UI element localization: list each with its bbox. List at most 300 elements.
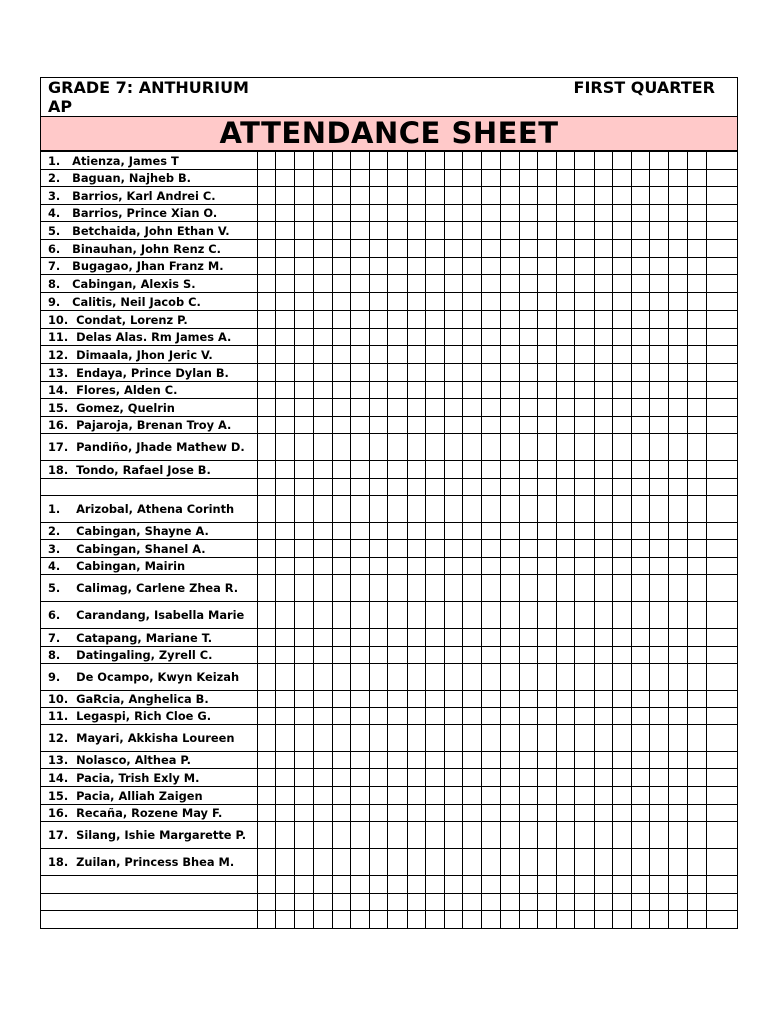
attendance-cell[interactable] xyxy=(650,275,669,293)
attendance-cell[interactable] xyxy=(425,540,444,558)
attendance-cell[interactable] xyxy=(350,894,369,911)
attendance-cell[interactable] xyxy=(482,769,500,787)
attendance-cell[interactable] xyxy=(445,417,463,434)
attendance-cell[interactable] xyxy=(557,152,575,170)
attendance-cell[interactable] xyxy=(538,382,557,399)
attendance-cell[interactable] xyxy=(669,691,687,708)
attendance-cell[interactable] xyxy=(669,382,687,399)
attendance-cell[interactable] xyxy=(706,275,737,293)
attendance-cell[interactable] xyxy=(650,496,669,523)
attendance-cell[interactable] xyxy=(350,558,369,575)
attendance-cell[interactable] xyxy=(482,382,500,399)
attendance-cell[interactable] xyxy=(482,664,500,691)
attendance-cell[interactable] xyxy=(463,629,482,647)
attendance-cell[interactable] xyxy=(295,708,313,725)
attendance-cell[interactable] xyxy=(388,311,407,329)
attendance-cell[interactable] xyxy=(463,805,482,822)
attendance-cell[interactable] xyxy=(519,346,537,364)
attendance-cell[interactable] xyxy=(463,708,482,725)
attendance-cell[interactable] xyxy=(687,523,706,540)
attendance-cell[interactable] xyxy=(538,540,557,558)
attendance-cell[interactable] xyxy=(632,275,650,293)
attendance-cell[interactable] xyxy=(482,575,500,602)
attendance-cell[interactable] xyxy=(332,364,350,382)
attendance-cell[interactable] xyxy=(669,399,687,417)
attendance-cell[interactable] xyxy=(706,479,737,496)
attendance-cell[interactable] xyxy=(313,205,332,222)
attendance-cell[interactable] xyxy=(612,311,631,329)
attendance-cell[interactable] xyxy=(557,222,575,240)
attendance-cell[interactable] xyxy=(500,540,519,558)
attendance-cell[interactable] xyxy=(594,399,612,417)
attendance-cell[interactable] xyxy=(276,805,295,822)
attendance-cell[interactable] xyxy=(575,602,594,629)
attendance-cell[interactable] xyxy=(350,205,369,222)
attendance-cell[interactable] xyxy=(650,849,669,876)
attendance-cell[interactable] xyxy=(575,496,594,523)
attendance-cell[interactable] xyxy=(313,240,332,258)
attendance-cell[interactable] xyxy=(538,805,557,822)
attendance-cell[interactable] xyxy=(313,629,332,647)
attendance-cell[interactable] xyxy=(538,258,557,275)
attendance-cell[interactable] xyxy=(463,496,482,523)
attendance-cell[interactable] xyxy=(370,329,388,346)
attendance-cell[interactable] xyxy=(463,602,482,629)
attendance-cell[interactable] xyxy=(632,417,650,434)
attendance-cell[interactable] xyxy=(557,479,575,496)
attendance-cell[interactable] xyxy=(594,911,612,929)
attendance-cell[interactable] xyxy=(594,725,612,752)
attendance-cell[interactable] xyxy=(482,691,500,708)
attendance-cell[interactable] xyxy=(445,647,463,664)
attendance-cell[interactable] xyxy=(332,575,350,602)
attendance-cell[interactable] xyxy=(482,461,500,479)
attendance-cell[interactable] xyxy=(538,311,557,329)
attendance-cell[interactable] xyxy=(370,399,388,417)
attendance-cell[interactable] xyxy=(258,725,276,752)
attendance-cell[interactable] xyxy=(557,346,575,364)
attendance-cell[interactable] xyxy=(687,769,706,787)
attendance-cell[interactable] xyxy=(687,311,706,329)
attendance-cell[interactable] xyxy=(407,293,425,311)
attendance-cell[interactable] xyxy=(370,708,388,725)
attendance-cell[interactable] xyxy=(388,417,407,434)
attendance-cell[interactable] xyxy=(295,523,313,540)
attendance-cell[interactable] xyxy=(687,540,706,558)
attendance-cell[interactable] xyxy=(687,876,706,894)
attendance-cell[interactable] xyxy=(669,240,687,258)
attendance-cell[interactable] xyxy=(388,575,407,602)
attendance-cell[interactable] xyxy=(463,417,482,434)
attendance-cell[interactable] xyxy=(425,911,444,929)
attendance-cell[interactable] xyxy=(332,461,350,479)
attendance-cell[interactable] xyxy=(538,769,557,787)
attendance-cell[interactable] xyxy=(350,691,369,708)
attendance-cell[interactable] xyxy=(557,725,575,752)
attendance-cell[interactable] xyxy=(258,911,276,929)
attendance-cell[interactable] xyxy=(669,805,687,822)
attendance-cell[interactable] xyxy=(276,540,295,558)
attendance-cell[interactable] xyxy=(687,787,706,805)
attendance-cell[interactable] xyxy=(612,240,631,258)
attendance-cell[interactable] xyxy=(425,258,444,275)
attendance-cell[interactable] xyxy=(388,752,407,769)
attendance-cell[interactable] xyxy=(538,523,557,540)
attendance-cell[interactable] xyxy=(313,417,332,434)
attendance-cell[interactable] xyxy=(575,575,594,602)
attendance-cell[interactable] xyxy=(445,540,463,558)
attendance-cell[interactable] xyxy=(612,647,631,664)
attendance-cell[interactable] xyxy=(407,382,425,399)
attendance-cell[interactable] xyxy=(332,205,350,222)
attendance-cell[interactable] xyxy=(706,708,737,725)
attendance-cell[interactable] xyxy=(594,346,612,364)
attendance-cell[interactable] xyxy=(594,575,612,602)
attendance-cell[interactable] xyxy=(407,769,425,787)
attendance-cell[interactable] xyxy=(538,293,557,311)
attendance-cell[interactable] xyxy=(706,664,737,691)
attendance-cell[interactable] xyxy=(706,523,737,540)
attendance-cell[interactable] xyxy=(594,849,612,876)
attendance-cell[interactable] xyxy=(612,434,631,461)
attendance-cell[interactable] xyxy=(313,187,332,205)
attendance-cell[interactable] xyxy=(519,752,537,769)
attendance-cell[interactable] xyxy=(519,629,537,647)
attendance-cell[interactable] xyxy=(612,708,631,725)
attendance-cell[interactable] xyxy=(669,434,687,461)
attendance-cell[interactable] xyxy=(463,752,482,769)
attendance-cell[interactable] xyxy=(407,629,425,647)
attendance-cell[interactable] xyxy=(332,222,350,240)
attendance-cell[interactable] xyxy=(575,222,594,240)
attendance-cell[interactable] xyxy=(350,152,369,170)
attendance-cell[interactable] xyxy=(350,849,369,876)
attendance-cell[interactable] xyxy=(463,187,482,205)
attendance-cell[interactable] xyxy=(407,602,425,629)
attendance-cell[interactable] xyxy=(332,382,350,399)
attendance-cell[interactable] xyxy=(332,822,350,849)
attendance-cell[interactable] xyxy=(313,364,332,382)
attendance-cell[interactable] xyxy=(519,187,537,205)
attendance-cell[interactable] xyxy=(557,382,575,399)
attendance-cell[interactable] xyxy=(407,787,425,805)
attendance-cell[interactable] xyxy=(407,725,425,752)
attendance-cell[interactable] xyxy=(538,496,557,523)
attendance-cell[interactable] xyxy=(687,187,706,205)
attendance-cell[interactable] xyxy=(575,911,594,929)
attendance-cell[interactable] xyxy=(519,399,537,417)
attendance-cell[interactable] xyxy=(538,364,557,382)
attendance-cell[interactable] xyxy=(632,805,650,822)
attendance-cell[interactable] xyxy=(258,629,276,647)
attendance-cell[interactable] xyxy=(463,575,482,602)
attendance-cell[interactable] xyxy=(258,822,276,849)
attendance-cell[interactable] xyxy=(295,725,313,752)
attendance-cell[interactable] xyxy=(594,629,612,647)
attendance-cell[interactable] xyxy=(594,187,612,205)
attendance-cell[interactable] xyxy=(482,647,500,664)
attendance-cell[interactable] xyxy=(500,911,519,929)
attendance-cell[interactable] xyxy=(350,434,369,461)
attendance-cell[interactable] xyxy=(538,434,557,461)
attendance-cell[interactable] xyxy=(332,647,350,664)
attendance-cell[interactable] xyxy=(313,496,332,523)
attendance-cell[interactable] xyxy=(425,523,444,540)
attendance-cell[interactable] xyxy=(350,461,369,479)
attendance-cell[interactable] xyxy=(445,434,463,461)
attendance-cell[interactable] xyxy=(538,629,557,647)
attendance-cell[interactable] xyxy=(276,787,295,805)
attendance-cell[interactable] xyxy=(612,558,631,575)
attendance-cell[interactable] xyxy=(519,664,537,691)
attendance-cell[interactable] xyxy=(612,725,631,752)
attendance-cell[interactable] xyxy=(669,708,687,725)
attendance-cell[interactable] xyxy=(388,894,407,911)
attendance-cell[interactable] xyxy=(370,647,388,664)
attendance-cell[interactable] xyxy=(276,708,295,725)
attendance-cell[interactable] xyxy=(594,769,612,787)
attendance-cell[interactable] xyxy=(500,629,519,647)
attendance-cell[interactable] xyxy=(425,346,444,364)
attendance-cell[interactable] xyxy=(575,205,594,222)
attendance-cell[interactable] xyxy=(612,293,631,311)
attendance-cell[interactable] xyxy=(370,787,388,805)
attendance-cell[interactable] xyxy=(594,540,612,558)
attendance-cell[interactable] xyxy=(632,364,650,382)
attendance-cell[interactable] xyxy=(463,399,482,417)
attendance-cell[interactable] xyxy=(313,849,332,876)
attendance-cell[interactable] xyxy=(687,575,706,602)
attendance-cell[interactable] xyxy=(258,293,276,311)
attendance-cell[interactable] xyxy=(313,152,332,170)
attendance-cell[interactable] xyxy=(612,629,631,647)
attendance-cell[interactable] xyxy=(650,752,669,769)
attendance-cell[interactable] xyxy=(350,258,369,275)
attendance-cell[interactable] xyxy=(632,434,650,461)
attendance-cell[interactable] xyxy=(445,311,463,329)
attendance-cell[interactable] xyxy=(557,894,575,911)
attendance-cell[interactable] xyxy=(612,329,631,346)
attendance-cell[interactable] xyxy=(687,293,706,311)
attendance-cell[interactable] xyxy=(332,275,350,293)
attendance-cell[interactable] xyxy=(313,382,332,399)
attendance-cell[interactable] xyxy=(687,911,706,929)
attendance-cell[interactable] xyxy=(519,258,537,275)
attendance-cell[interactable] xyxy=(463,647,482,664)
attendance-cell[interactable] xyxy=(650,558,669,575)
attendance-cell[interactable] xyxy=(313,752,332,769)
attendance-cell[interactable] xyxy=(370,364,388,382)
attendance-cell[interactable] xyxy=(519,523,537,540)
attendance-cell[interactable] xyxy=(632,346,650,364)
attendance-cell[interactable] xyxy=(463,479,482,496)
attendance-cell[interactable] xyxy=(482,708,500,725)
attendance-cell[interactable] xyxy=(425,222,444,240)
attendance-cell[interactable] xyxy=(350,222,369,240)
attendance-cell[interactable] xyxy=(313,575,332,602)
attendance-cell[interactable] xyxy=(519,479,537,496)
attendance-cell[interactable] xyxy=(276,222,295,240)
attendance-cell[interactable] xyxy=(482,205,500,222)
attendance-cell[interactable] xyxy=(388,725,407,752)
attendance-cell[interactable] xyxy=(482,629,500,647)
attendance-cell[interactable] xyxy=(594,664,612,691)
attendance-cell[interactable] xyxy=(258,691,276,708)
attendance-cell[interactable] xyxy=(594,805,612,822)
attendance-cell[interactable] xyxy=(425,275,444,293)
attendance-cell[interactable] xyxy=(557,523,575,540)
attendance-cell[interactable] xyxy=(313,311,332,329)
attendance-cell[interactable] xyxy=(295,629,313,647)
attendance-cell[interactable] xyxy=(500,752,519,769)
attendance-cell[interactable] xyxy=(445,805,463,822)
attendance-cell[interactable] xyxy=(650,725,669,752)
attendance-cell[interactable] xyxy=(612,876,631,894)
attendance-cell[interactable] xyxy=(594,461,612,479)
attendance-cell[interactable] xyxy=(370,222,388,240)
attendance-cell[interactable] xyxy=(258,461,276,479)
attendance-cell[interactable] xyxy=(557,911,575,929)
attendance-cell[interactable] xyxy=(313,479,332,496)
attendance-cell[interactable] xyxy=(350,382,369,399)
attendance-cell[interactable] xyxy=(350,170,369,187)
attendance-cell[interactable] xyxy=(258,399,276,417)
attendance-cell[interactable] xyxy=(612,787,631,805)
attendance-cell[interactable] xyxy=(650,329,669,346)
attendance-cell[interactable] xyxy=(706,240,737,258)
attendance-cell[interactable] xyxy=(650,240,669,258)
attendance-cell[interactable] xyxy=(313,275,332,293)
attendance-cell[interactable] xyxy=(594,708,612,725)
attendance-cell[interactable] xyxy=(575,725,594,752)
attendance-cell[interactable] xyxy=(519,911,537,929)
attendance-cell[interactable] xyxy=(463,382,482,399)
attendance-cell[interactable] xyxy=(519,787,537,805)
attendance-cell[interactable] xyxy=(295,849,313,876)
attendance-cell[interactable] xyxy=(575,708,594,725)
attendance-cell[interactable] xyxy=(332,849,350,876)
attendance-cell[interactable] xyxy=(276,575,295,602)
attendance-cell[interactable] xyxy=(482,434,500,461)
attendance-cell[interactable] xyxy=(463,346,482,364)
attendance-cell[interactable] xyxy=(575,346,594,364)
attendance-cell[interactable] xyxy=(482,187,500,205)
attendance-cell[interactable] xyxy=(445,629,463,647)
attendance-cell[interactable] xyxy=(370,293,388,311)
attendance-cell[interactable] xyxy=(706,769,737,787)
attendance-cell[interactable] xyxy=(500,876,519,894)
attendance-cell[interactable] xyxy=(276,275,295,293)
attendance-cell[interactable] xyxy=(650,822,669,849)
attendance-cell[interactable] xyxy=(706,876,737,894)
attendance-cell[interactable] xyxy=(295,258,313,275)
attendance-cell[interactable] xyxy=(258,752,276,769)
attendance-cell[interactable] xyxy=(407,346,425,364)
attendance-cell[interactable] xyxy=(370,496,388,523)
attendance-cell[interactable] xyxy=(445,558,463,575)
attendance-cell[interactable] xyxy=(669,602,687,629)
attendance-cell[interactable] xyxy=(463,170,482,187)
attendance-cell[interactable] xyxy=(313,558,332,575)
attendance-cell[interactable] xyxy=(575,461,594,479)
attendance-cell[interactable] xyxy=(295,275,313,293)
attendance-cell[interactable] xyxy=(632,558,650,575)
attendance-cell[interactable] xyxy=(276,364,295,382)
attendance-cell[interactable] xyxy=(706,894,737,911)
attendance-cell[interactable] xyxy=(407,849,425,876)
attendance-cell[interactable] xyxy=(445,496,463,523)
attendance-cell[interactable] xyxy=(519,275,537,293)
attendance-cell[interactable] xyxy=(332,240,350,258)
attendance-cell[interactable] xyxy=(519,240,537,258)
attendance-cell[interactable] xyxy=(669,152,687,170)
attendance-cell[interactable] xyxy=(669,558,687,575)
attendance-cell[interactable] xyxy=(388,152,407,170)
attendance-cell[interactable] xyxy=(258,479,276,496)
attendance-cell[interactable] xyxy=(538,575,557,602)
attendance-cell[interactable] xyxy=(500,575,519,602)
attendance-cell[interactable] xyxy=(407,399,425,417)
attendance-cell[interactable] xyxy=(575,187,594,205)
attendance-cell[interactable] xyxy=(538,479,557,496)
attendance-cell[interactable] xyxy=(575,364,594,382)
attendance-cell[interactable] xyxy=(500,708,519,725)
attendance-cell[interactable] xyxy=(332,602,350,629)
attendance-cell[interactable] xyxy=(407,894,425,911)
attendance-cell[interactable] xyxy=(445,602,463,629)
attendance-cell[interactable] xyxy=(575,647,594,664)
attendance-cell[interactable] xyxy=(445,364,463,382)
attendance-cell[interactable] xyxy=(706,399,737,417)
attendance-cell[interactable] xyxy=(445,461,463,479)
attendance-cell[interactable] xyxy=(706,346,737,364)
attendance-cell[interactable] xyxy=(687,479,706,496)
attendance-cell[interactable] xyxy=(669,725,687,752)
attendance-cell[interactable] xyxy=(575,876,594,894)
attendance-cell[interactable] xyxy=(687,434,706,461)
attendance-cell[interactable] xyxy=(425,152,444,170)
attendance-cell[interactable] xyxy=(538,152,557,170)
attendance-cell[interactable] xyxy=(313,876,332,894)
attendance-cell[interactable] xyxy=(407,647,425,664)
attendance-cell[interactable] xyxy=(650,805,669,822)
attendance-cell[interactable] xyxy=(575,558,594,575)
attendance-cell[interactable] xyxy=(350,293,369,311)
attendance-cell[interactable] xyxy=(612,187,631,205)
attendance-cell[interactable] xyxy=(445,894,463,911)
attendance-cell[interactable] xyxy=(388,293,407,311)
attendance-cell[interactable] xyxy=(482,258,500,275)
attendance-cell[interactable] xyxy=(650,461,669,479)
attendance-cell[interactable] xyxy=(445,575,463,602)
attendance-cell[interactable] xyxy=(388,708,407,725)
attendance-cell[interactable] xyxy=(350,876,369,894)
attendance-cell[interactable] xyxy=(388,558,407,575)
attendance-cell[interactable] xyxy=(706,258,737,275)
attendance-cell[interactable] xyxy=(557,364,575,382)
attendance-cell[interactable] xyxy=(706,311,737,329)
attendance-cell[interactable] xyxy=(445,849,463,876)
attendance-cell[interactable] xyxy=(557,691,575,708)
attendance-cell[interactable] xyxy=(500,258,519,275)
attendance-cell[interactable] xyxy=(445,708,463,725)
attendance-cell[interactable] xyxy=(463,461,482,479)
attendance-cell[interactable] xyxy=(706,691,737,708)
attendance-cell[interactable] xyxy=(669,876,687,894)
attendance-cell[interactable] xyxy=(388,205,407,222)
attendance-cell[interactable] xyxy=(407,664,425,691)
attendance-cell[interactable] xyxy=(575,479,594,496)
